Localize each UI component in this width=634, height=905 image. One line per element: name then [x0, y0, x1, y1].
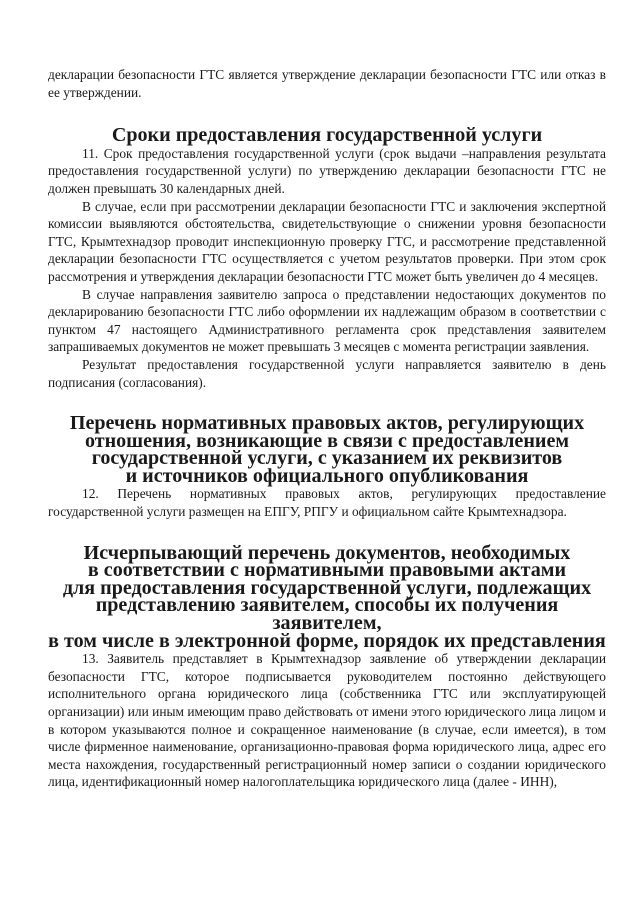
paragraph-request: В случае направления заявителю запроса о представлении недостающих документов по декларированию безопасности ГТС либо оформлении их надлежащим образом в соответствии с пунктом 47 настоящего Административного регламента срок представления заявителем запрашиваемых документов не может превышать 3 месяцев с момента регистрации заявления. — [48, 286, 606, 355]
paragraph-13: 13. Заявитель представляет в Крымтехнадзор заявление об утверждении декларации безопасности ГТС, которое подписывается руководителем постоянно действующего исполнительного органа юридического лица (собственника ГТС или эксплуатирующей организации) или иным имеющим право действовать от имени этого юридического лица лицом и в котором указываются полное и сокращенное наименование (в случае, если имеется), в том числе фирменное наименование, организационно-правовая форма юридического лица, адрес его места нахождения, государственный регистрационный номер записи о создании юридического лица, идентификационный номер налогоплательщика юридического лица (далее - ИНН), — [48, 651, 606, 790]
section-title-acts-line: государственной услуги, с указанием их реквизитов — [91, 447, 563, 470]
section-title-acts-line: Перечень нормативных правовых актов, регулирующих — [69, 412, 585, 435]
section-title-documents-line: для предоставления государственной услуги, подлежащих — [62, 576, 592, 599]
paragraph-11: 11. Срок предоставления государственной услуги (срок выдачи –направления результата предоставления государственной услуги) по утверждению декларации безопасности ГТС не должен превышать 30 календарных дней. — [48, 145, 606, 196]
section-title-terms: Сроки предоставления государственной услуги — [111, 124, 543, 147]
section-title-documents-line: Исчерпывающий перечень документов, необходимых — [83, 541, 571, 564]
paragraph-result: Результат предоставления государственной услуги направляется заявителю в день подписания (согласования). — [48, 356, 606, 390]
section-title-acts-line: отношения, возникающие в связи с предоставлением — [84, 429, 570, 452]
section-title-documents-line: в том числе в электронной форме, порядок их представления — [48, 629, 606, 652]
intro-paragraph: декларации безопасности ГТС является утверждение декларации безопасности ГТС или отказ в ее утверждении. — [48, 67, 606, 100]
paragraph-inspection: В случае, если при рассмотрении декларации безопасности ГТС и заключения экспертной комиссии выявляются обстоятельства, свидетельствующие о снижении уровня безопасности ГТС, Крымтехнадзор проводит инспекционную проверку ГТС, и рассмотрение представленной декларации безопасности ГТС осуществляется с учетом результатов проверки. При этом срок рассмотрения и утверждения декларации безопасности ГТС может быть увеличен до 4 месяцев. — [48, 198, 606, 284]
paragraph-12: 12. Перечень нормативных правовых актов, регулирующих предоставление государственной услуги размещен на ЕПГУ, РПГУ и официальном сайте Крымтехнадзора. — [48, 486, 606, 520]
section-title-acts-line: и источников официального опубликования — [125, 464, 529, 487]
section-title-documents-line: в соответствии с нормативными правовыми актами — [87, 559, 567, 582]
section-title-documents-line: представлению заявителем, способы их получения заявителем, — [95, 594, 559, 635]
section-title-documents — [48, 541, 606, 652]
section-title-acts — [48, 412, 606, 487]
